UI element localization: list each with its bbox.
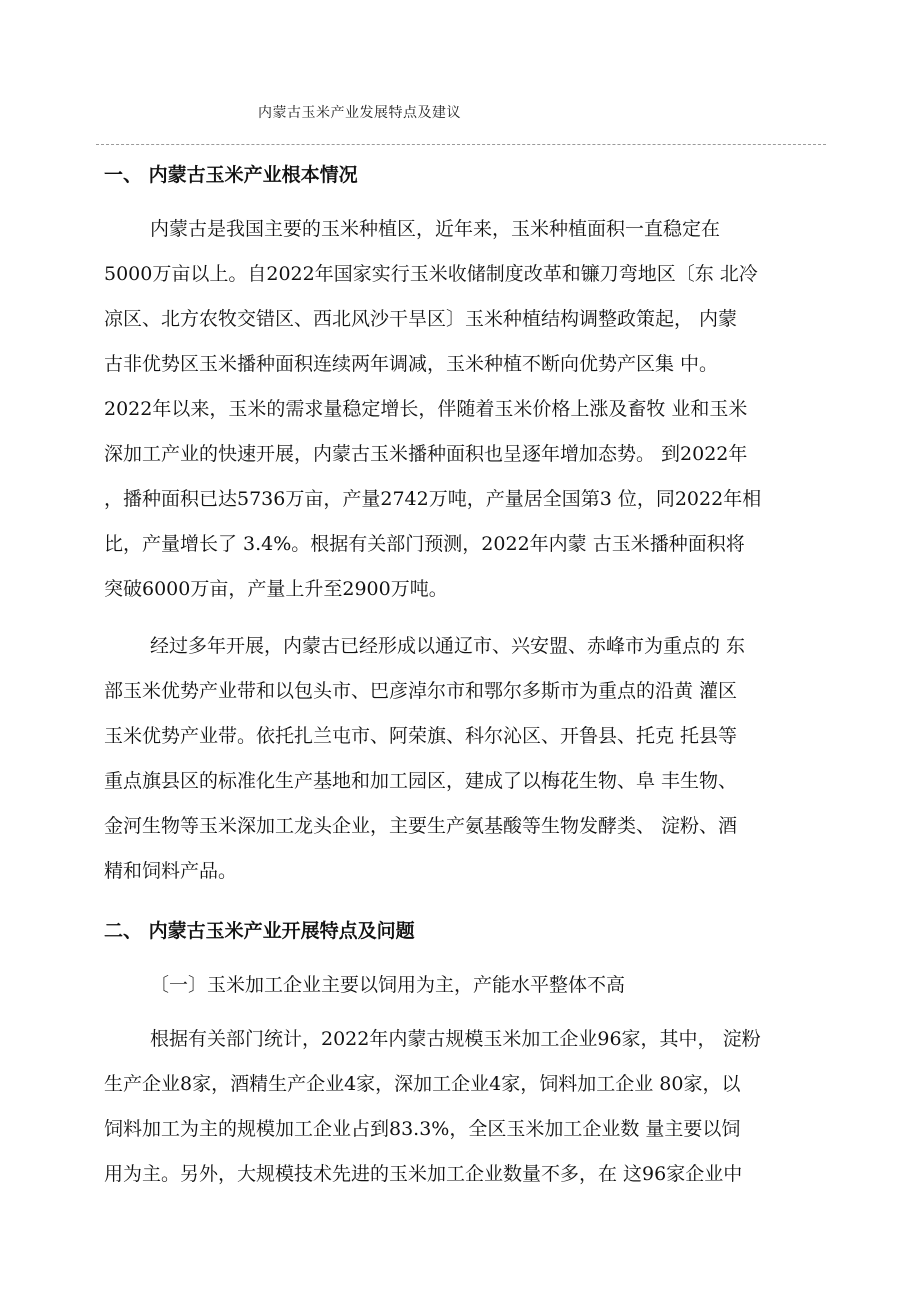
page-header-title: 内蒙古玉米产业发展特点及建议 xyxy=(258,105,461,121)
paragraph-line: 生产企业8家，酒精生产企业4家，深加工企业4家，饲料加工企业 80家，以 xyxy=(104,1073,741,1095)
subsection-heading: 〔一〕玉米加工企业主要以饲用为主，产能水平整体不高 xyxy=(150,974,626,996)
paragraph-line: 重点旗县区的标准化生产基地和加工园区，建成了以梅花生物、阜 丰生物、 xyxy=(104,770,738,792)
paragraph-line: 经过多年开展，内蒙古已经形成以通辽市、兴安盟、赤峰市为重点的 东 xyxy=(150,635,746,657)
paragraph-line: 突破6000万亩，产量上升至2900万吨。 xyxy=(104,578,448,600)
paragraph-line: 内蒙古是我国主要的玉米种植区，近年来，玉米种植面积一直稳定在 xyxy=(150,218,721,240)
paragraph-line: 5000万亩以上。自2022年国家实行玉米收储制度改革和镰刀弯地区〔东 北冷 xyxy=(104,263,758,285)
paragraph-line: 用为主。另外，大规模技术先进的玉米加工企业数量不多，在 这96家企业中 xyxy=(104,1163,743,1185)
paragraph-line: 深加工产业的快速开展，内蒙古玉米播种面积也呈逐年增加态势。 到2022年 xyxy=(104,443,748,465)
paragraph-line: 根据有关部门统计，2022年内蒙古规模玉米加工企业96家，其中， 淀粉 xyxy=(150,1028,761,1050)
header-divider xyxy=(96,144,826,145)
paragraph-line: 2022年以来，玉米的需求量稳定增长，伴随着玉米价格上涨及畜牧 业和玉米 xyxy=(104,398,748,420)
paragraph-line: 比，产量增长了 3.4%。根据有关部门预测，2022年内蒙 古玉米播种面积将 xyxy=(104,533,745,555)
paragraph-line: 部玉米优势产业带和以包头市、巴彦淖尔市和鄂尔多斯市为重点的沿黄 灌区 xyxy=(104,680,738,702)
paragraph-line: 精和饲料产品。 xyxy=(104,860,238,882)
section-heading-1: 一、 内蒙古玉米产业根本情况 xyxy=(104,164,358,186)
paragraph-line: 玉米优势产业带。依托扎兰屯市、阿荣旗、科尔沁区、开鲁县、托克 托县等 xyxy=(104,725,738,747)
paragraph-line: 古非优势区玉米播种面积连续两年调减，玉米种植不断向优势产区集 中。 xyxy=(104,353,719,375)
paragraph-line: 饲料加工为主的规模加工企业占到83.3%，全区玉米加工企业数 量主要以饲 xyxy=(104,1118,741,1140)
paragraph-line: ，播种面积已达5736万亩，产量2742万吨，产量居全国第3 位，同2022年相 xyxy=(104,488,762,510)
paragraph-line: 凉区、北方农牧交错区、西北风沙干旱区〕玉米种植结构调整政策起， 内蒙 xyxy=(104,308,738,330)
paragraph-line: 金河生物等玉米深加工龙头企业，主要生产氨基酸等生物发酵类、 淀粉、酒 xyxy=(104,815,738,837)
section-heading-2: 二、 内蒙古玉米产业开展特点及问题 xyxy=(104,920,415,942)
